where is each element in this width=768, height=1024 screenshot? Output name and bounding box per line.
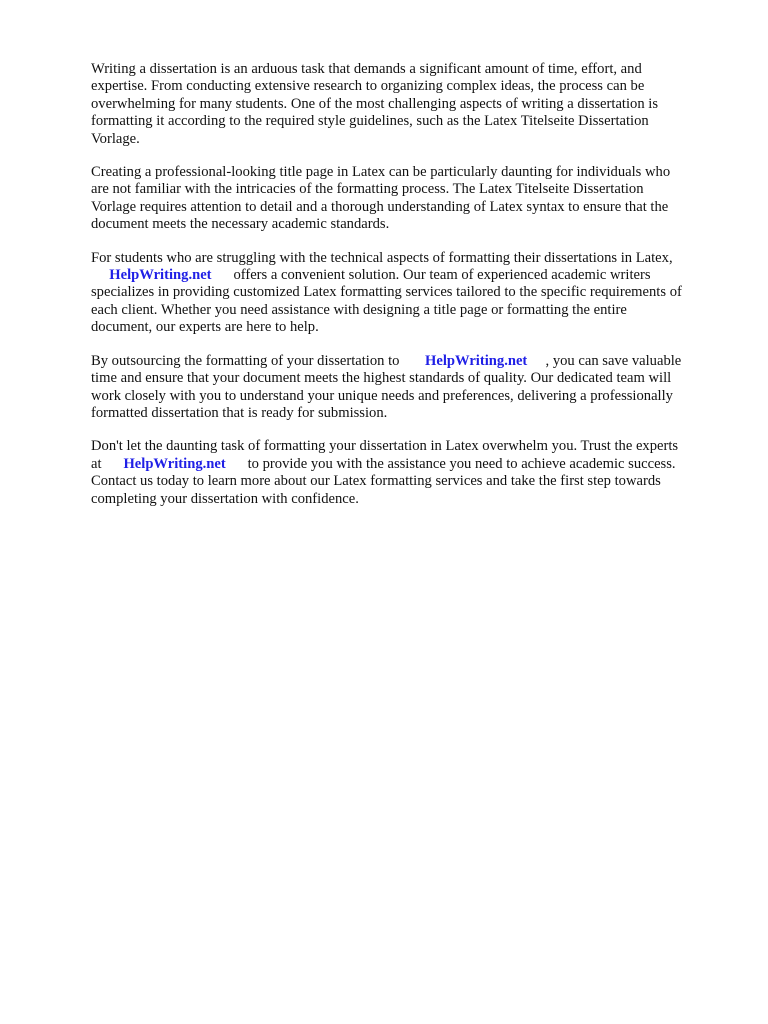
text-line: Don't let the daunting task of formatting your dissertation in Latex overwhelm you. Trust the experts [91,438,679,455]
text-segment: By outsourcing the formatting of your dissertation to [91,352,425,369]
text-line-with-link [91,267,731,284]
text-line: overwhelming for many students. One of the most challenging aspects of writing a dissertation is [91,95,659,112]
paragraph-closing [91,438,731,508]
helpwriting-link[interactable]: HelpWriting.net [123,455,226,472]
text-line: document, our experts are here to help. [91,319,319,336]
text-line: each client. Whether you need assistance with designing a title page or formatting the entire [91,301,627,318]
text-line: formatting it according to the required style guidelines, such as the Latex Titelseite Dissertation [91,113,649,130]
text-line: For students who are struggling with the technical aspects of formatting their dissertations in Latex, [91,249,673,266]
paragraph-title-page [91,164,731,234]
text-line: Writing a dissertation is an arduous task that demands a significant amount of time, effort, and [91,61,642,77]
text-segment: offers a convenient solution. Our team of experienced academic writers [211,267,651,284]
helpwriting-link[interactable]: HelpWriting.net [109,267,212,284]
paragraph-solution [91,250,731,337]
paragraph-intro [91,61,731,148]
paragraph-outsourcing [91,353,731,423]
text-segment: at [91,455,124,472]
text-line: work closely with you to understand your unique needs and preferences, delivering a professionally [91,387,673,404]
text-line-with-link [91,456,731,473]
text-line-with-link [91,353,731,370]
text-line: time and ensure that your document meets the highest standards of quality. Our dedicated team will [91,370,672,387]
text-line: Creating a professional-looking title page in Latex can be particularly daunting for individuals who [91,164,671,181]
text-line: completing your dissertation with confidence. [91,490,359,507]
text-line: expertise. From conducting extensive research to organizing complex ideas, the process can be [91,78,645,95]
text-line: Vorlage. [91,130,140,147]
text-line: formatted dissertation that is ready for submission. [91,404,388,421]
text-line: document meets the necessary academic standards. [91,216,390,233]
text-segment: to provide you with the assistance you need to achieve academic success. [225,455,676,472]
text-segment [91,267,109,283]
text-line: are not familiar with the intricacies of the formatting process. The Latex Titelseite Dissertation [91,181,644,198]
text-line: specializes in providing customized Latex formatting services tailored to the specific requirements of [91,284,682,301]
text-line: Vorlage requires attention to detail and a thorough understanding of Latex syntax to ensure that the [91,198,669,215]
document-body [91,61,731,524]
text-line: Contact us today to learn more about our Latex formatting services and take the first step towards [91,473,661,490]
helpwriting-link[interactable]: HelpWriting.net [425,352,528,369]
text-segment: , you can save valuable [527,352,682,369]
